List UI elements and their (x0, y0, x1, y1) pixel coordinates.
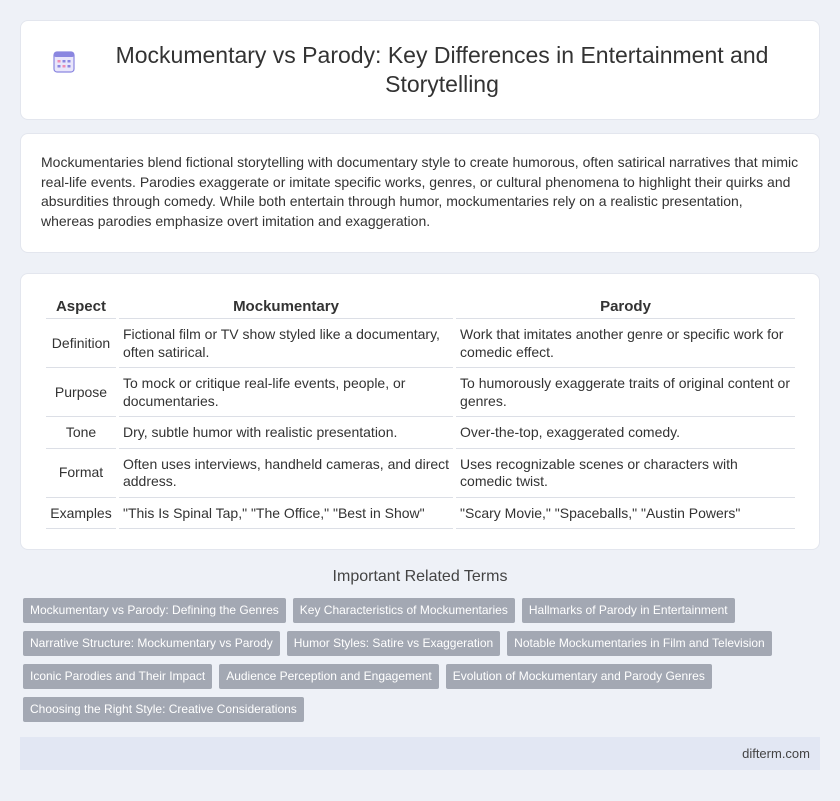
related-term-tag[interactable]: Mockumentary vs Parody: Defining the Genres (23, 598, 286, 623)
footer-brand[interactable]: difterm.com (742, 746, 810, 761)
table-cell-parody: Uses recognizable scenes or characters with comedic twist. (456, 449, 795, 498)
footer (20, 737, 820, 770)
column-header-parody: Parody (456, 292, 795, 319)
related-terms-heading: Important Related Terms (332, 568, 508, 585)
related-term-tag[interactable]: Hallmarks of Parody in Entertainment (522, 598, 735, 623)
table-cell-mockumentary: Often uses interviews, handheld cameras, and direct address. (119, 449, 453, 498)
table-cell-mockumentary: "This Is Spinal Tap," "The Office," "Best in Show" (119, 498, 453, 530)
table-cell-parody: Over-the-top, exaggerated comedy. (456, 417, 795, 449)
table-header-row (46, 292, 795, 319)
table-row (46, 368, 795, 417)
table-cell-aspect: Tone (46, 417, 116, 449)
table-cell-mockumentary: Dry, subtle humor with realistic presentation. (119, 417, 453, 449)
related-term-tag[interactable]: Evolution of Mockumentary and Parody Genres (446, 664, 712, 689)
table-row (46, 417, 795, 449)
document-grid-icon (53, 51, 75, 73)
comparison-table-card (20, 273, 820, 550)
table-cell-mockumentary: To mock or critique real-life events, people, or documentaries. (119, 368, 453, 417)
table-cell-parody: Work that imitates another genre or specific work for comedic effect. (456, 319, 795, 368)
table-cell-parody: To humorously exaggerate traits of original content or genres. (456, 368, 795, 417)
table-row (46, 498, 795, 530)
table-row (46, 319, 795, 368)
column-header-mockumentary: Mockumentary (119, 292, 453, 319)
intro-card (20, 133, 820, 253)
related-term-tag[interactable]: Iconic Parodies and Their Impact (23, 664, 212, 689)
table-cell-parody: "Scary Movie," "Spaceballs," "Austin Powers" (456, 498, 795, 530)
table-row (46, 449, 795, 498)
column-header-aspect: Aspect (46, 292, 116, 319)
related-terms-tags (20, 598, 820, 730)
related-terms-section (20, 568, 820, 730)
related-term-tag[interactable]: Choosing the Right Style: Creative Considerations (23, 697, 304, 722)
comparison-table (43, 292, 798, 529)
table-cell-mockumentary: Fictional film or TV show styled like a documentary, often satirical. (119, 319, 453, 368)
page-title: Mockumentary vs Parody: Key Differences in Entertainment and Storytelling (115, 42, 769, 97)
related-term-tag[interactable]: Key Characteristics of Mockumentaries (293, 598, 515, 623)
related-term-tag[interactable]: Narrative Structure: Mockumentary vs Parody (23, 631, 280, 656)
table-cell-aspect: Definition (46, 319, 116, 368)
table-cell-aspect: Purpose (46, 368, 116, 417)
table-cell-aspect: Examples (46, 498, 116, 530)
table-cell-aspect: Format (46, 449, 116, 498)
intro-text: Mockumentaries blend fictional storytelling with documentary style to create humorous, often satirical narratives that mimic real-life events. Parodies exaggerate or imitate specific works, genres, or cultural phenomena to highlight their quirks and absurdities through comedy. While both entertain through humor, mockumentaries rely on a realistic presentation, whereas parodies emphasize overt imitation and exaggeration. (41, 154, 799, 229)
header-card (20, 20, 820, 120)
related-term-tag[interactable]: Notable Mockumentaries in Film and Television (507, 631, 772, 656)
related-term-tag[interactable]: Humor Styles: Satire vs Exaggeration (287, 631, 500, 656)
related-term-tag[interactable]: Audience Perception and Engagement (219, 664, 438, 689)
